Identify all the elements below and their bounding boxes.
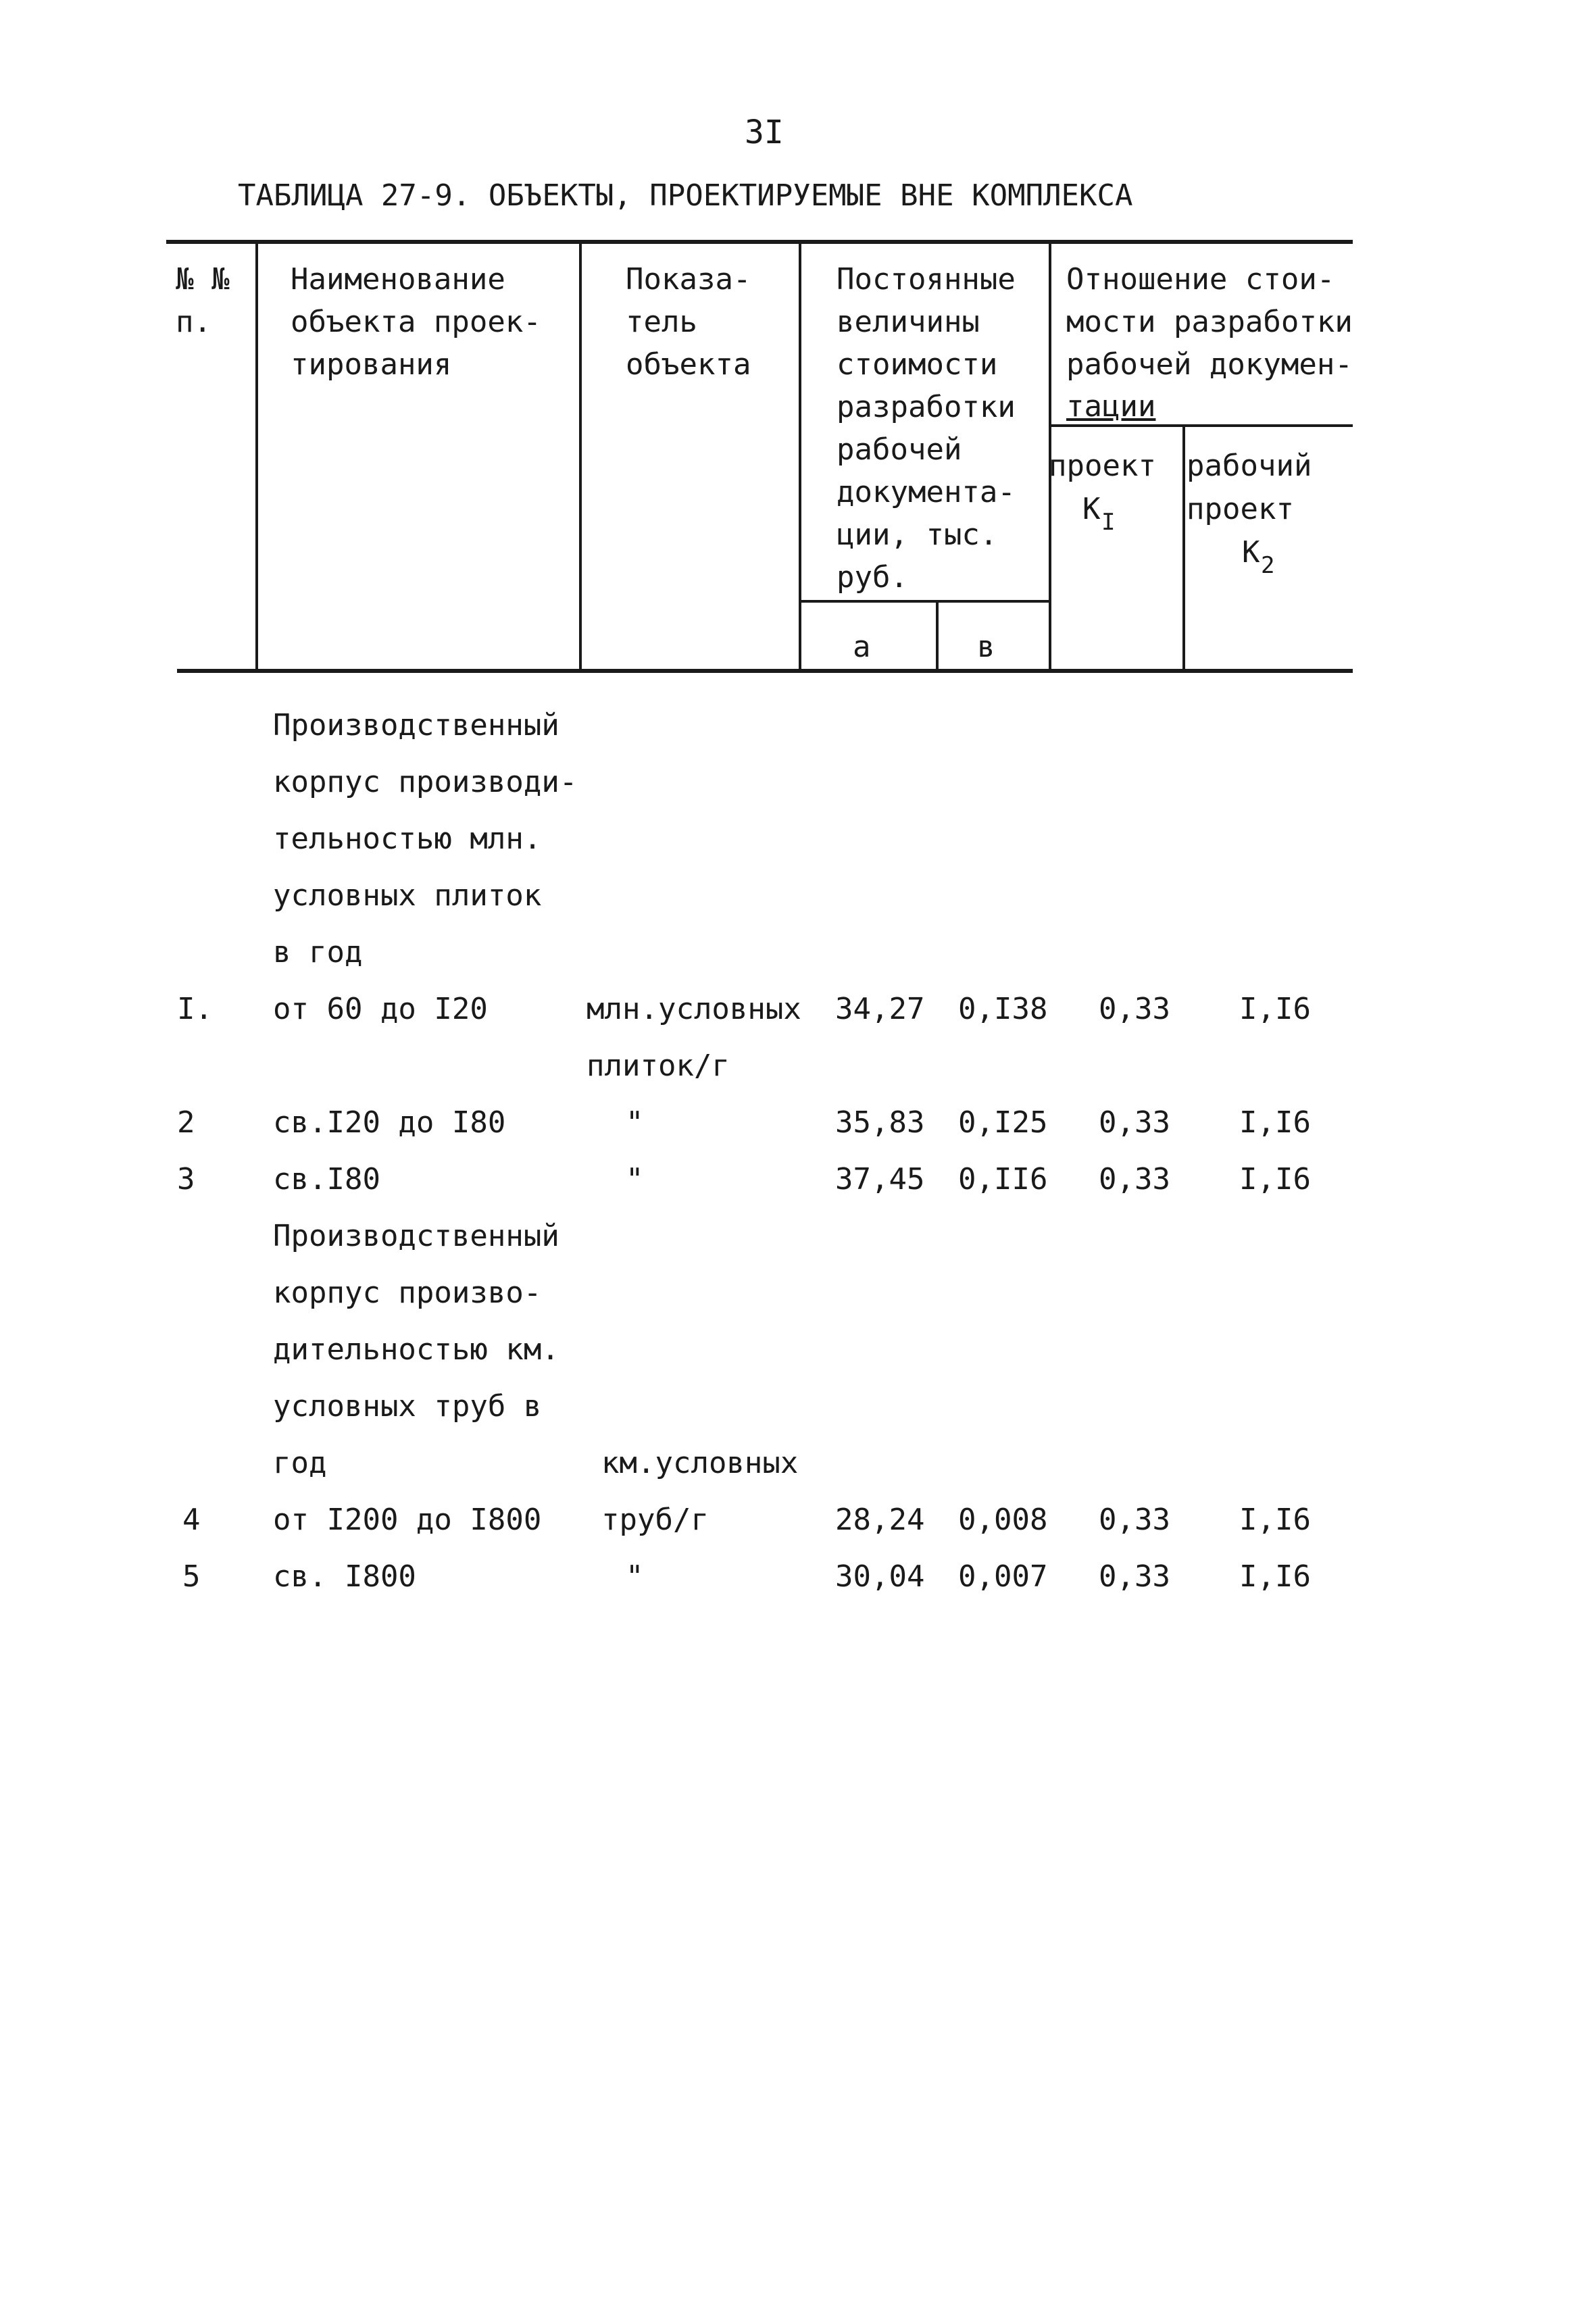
header-constants-line5: рабочей — [837, 432, 962, 467]
table-row-4-k1: 0,33 — [1099, 1503, 1170, 1537]
table-row-3-unit: " — [626, 1162, 644, 1197]
col-divider-5 — [1182, 426, 1185, 670]
group2-line1: Производственный — [273, 1219, 559, 1253]
table-row-3-k1: 0,33 — [1099, 1162, 1170, 1197]
header-name-line1: Наименование — [291, 262, 505, 297]
table-row-5-num: 5 — [182, 1559, 201, 1594]
table-row-4-unit: труб/г — [601, 1503, 709, 1537]
table-row-1-k1: 0,33 — [1099, 992, 1170, 1026]
table-row-1-a: 34,27 — [835, 992, 925, 1026]
table-row-5-k1: 0,33 — [1099, 1559, 1170, 1594]
header-num-line2: п. — [176, 305, 211, 339]
header-k2-label1: рабочий — [1187, 449, 1312, 483]
group1-line5: в год — [273, 935, 363, 970]
table-row-4-name: от I200 до I800 — [273, 1503, 542, 1537]
table-row-5-k2: I,I6 — [1239, 1559, 1311, 1594]
table-row-2-unit: " — [626, 1105, 644, 1140]
group2-line2: корпус произво- — [273, 1276, 542, 1310]
table-row-3-num: 3 — [177, 1162, 195, 1197]
table-header-bottom-rule — [177, 669, 1353, 673]
header-constants-line3: стоимости — [837, 347, 998, 382]
header-k1-label: проект — [1049, 449, 1156, 483]
group1-line1: Производственный — [273, 708, 559, 743]
constants-sub-rule — [799, 600, 1050, 603]
group1-line2: корпус производи- — [273, 765, 578, 799]
table-row-2-name: св.I20 до I80 — [273, 1105, 506, 1140]
table-row-4-unit-top: км.условных — [601, 1446, 799, 1480]
ratio-sub-rule — [1049, 424, 1353, 427]
table-row-5-a: 30,04 — [835, 1559, 925, 1594]
header-indicator-line3: объекта — [626, 347, 751, 382]
table-top-rule — [166, 240, 1353, 244]
header-constants-line4: разработки — [837, 390, 1016, 424]
header-ratio-line4: тации — [1066, 389, 1156, 424]
header-name-line3: тирования — [291, 347, 452, 382]
header-indicator-line1: Показа- — [626, 262, 751, 297]
table-row-1-b: 0,I38 — [958, 992, 1048, 1026]
header-constants-line7: ции, тыс. — [837, 518, 998, 552]
table-row-3-k2: I,I6 — [1239, 1162, 1311, 1197]
table-row-2-k2: I,I6 — [1239, 1105, 1311, 1140]
header-num-line1: № № — [176, 262, 230, 297]
header-ratio-line3: рабочей докумен- — [1066, 347, 1353, 382]
table-title: ТАБЛИЦА 27-9. ОБЪЕКТЫ, ПРОЕКТИРУЕМЫЕ ВНЕ КОМПЛЕКСА — [238, 178, 1133, 213]
table-row-4-k2: I,I6 — [1239, 1503, 1311, 1537]
table-row-3-a: 37,45 — [835, 1162, 925, 1197]
table-row-5-b: 0,007 — [958, 1559, 1048, 1594]
table-row-4-num: 4 — [182, 1503, 201, 1537]
header-constants-line6: документа- — [837, 475, 1016, 509]
table-row-5-unit: " — [626, 1559, 644, 1594]
group2-line5: год — [273, 1446, 327, 1480]
table-row-1-unit: млн.условных — [587, 992, 801, 1026]
group1-line3: тельностью млн. — [273, 822, 542, 856]
header-k2-subscript: 2 — [1261, 552, 1275, 579]
table-row-1-num: I. — [177, 992, 213, 1026]
header-name-line2: объекта проек- — [291, 305, 541, 339]
table-row-2-k1: 0,33 — [1099, 1105, 1170, 1140]
table-row-1-name: от 60 до I20 — [273, 992, 488, 1026]
table-row-1-k2: I,I6 — [1239, 992, 1311, 1026]
header-constants-line2: величины — [837, 305, 980, 339]
header-k2-symbol: К — [1242, 535, 1260, 570]
table-row-1-unit2: плиток/г — [587, 1049, 730, 1083]
table-row-4-b: 0,008 — [958, 1503, 1048, 1537]
group2-line4: условных труб в — [273, 1389, 542, 1424]
group1-line4: условных плиток — [273, 878, 542, 913]
group2-line3: дительностью км. — [273, 1332, 559, 1367]
page-number: 3I — [745, 114, 784, 151]
table-row-3-b: 0,II6 — [958, 1162, 1048, 1197]
header-ratio-line2: мости разработки — [1066, 305, 1353, 339]
header-ratio-line1: Отношение стои- — [1066, 262, 1335, 297]
header-indicator-line2: тель — [626, 305, 697, 339]
header-sub-a: а — [853, 630, 871, 664]
header-constants-line8: руб. — [837, 560, 908, 595]
header-k2-label2: проект — [1187, 492, 1294, 526]
col-divider-1 — [255, 242, 258, 670]
table-row-4-a: 28,24 — [835, 1503, 925, 1537]
col-divider-2 — [579, 242, 582, 670]
header-k1-symbol: К — [1082, 492, 1101, 526]
table-row-2-a: 35,83 — [835, 1105, 925, 1140]
table-row-5-name: св. I800 — [273, 1559, 416, 1594]
table-row-2-num: 2 — [177, 1105, 195, 1140]
table-row-2-b: 0,I25 — [958, 1105, 1048, 1140]
table-row-3-name: св.I80 — [273, 1162, 380, 1197]
header-sub-b: в — [977, 630, 995, 664]
col-divider-3 — [799, 242, 801, 670]
header-constants-line1: Постоянные — [837, 262, 1016, 297]
header-k1-subscript: I — [1101, 509, 1116, 536]
col-divider-ab — [936, 601, 939, 670]
